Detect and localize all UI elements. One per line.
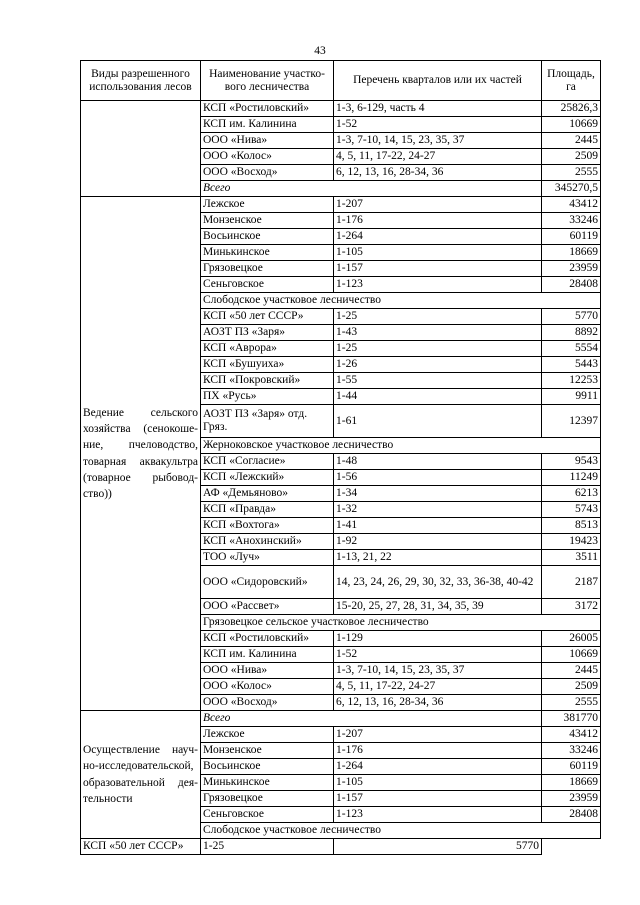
forestry-name-cell: КСП «Лежский» [201, 470, 334, 486]
forestry-name-cell: Монзенское [201, 743, 334, 759]
area-cell: 345270,5 [542, 181, 601, 197]
forestry-name-cell: КСП «Вохтога» [201, 518, 334, 534]
area-cell: 3172 [542, 599, 601, 615]
forestry-name-cell: КСП «Покровский» [201, 373, 334, 389]
header-use-type: Виды разрешенного использования лесов [81, 61, 201, 101]
quarters-cell: 1-34 [334, 486, 542, 502]
quarters-cell: 6, 12, 13, 16, 28-34, 36 [334, 165, 542, 181]
quarters-cell: 1-26 [334, 357, 542, 373]
quarters-cell: 1-13, 21, 22 [334, 550, 542, 566]
area-cell: 12253 [542, 373, 601, 389]
area-cell: 2445 [542, 663, 601, 679]
area-cell: 5443 [542, 357, 601, 373]
quarters-cell: 15-20, 25, 27, 28, 31, 34, 35, 39 [334, 599, 542, 615]
quarters-cell: 1-3, 7-10, 14, 15, 23, 35, 37 [334, 133, 542, 149]
forestry-name-cell: Сеньговское [201, 277, 334, 293]
area-cell: 10669 [542, 647, 601, 663]
forestry-name-cell: АОЗТ ПЗ «Заря» [201, 325, 334, 341]
quarters-cell: 1-3, 6-129, часть 4 [334, 101, 542, 117]
quarters-cell: 1-52 [334, 117, 542, 133]
activity-cell-empty [81, 101, 201, 197]
area-cell: 2445 [542, 133, 601, 149]
activity-cell: Осуществление науч-но-исследовательской, образовательной дея-тельности [81, 711, 201, 839]
area-cell: 5770 [334, 839, 542, 855]
forestry-name-cell: ООО «Колос» [201, 149, 334, 165]
forestry-name-cell: КСП «Бушуиха» [201, 357, 334, 373]
quarters-cell: 1-123 [334, 277, 542, 293]
area-cell: 3511 [542, 550, 601, 566]
area-cell: 5770 [542, 309, 601, 325]
quarters-cell: 6, 12, 13, 16, 28-34, 36 [334, 695, 542, 711]
forestry-name-cell: КСП «Согласие» [201, 454, 334, 470]
area-cell: 2187 [542, 566, 601, 599]
area-cell: 2555 [542, 165, 601, 181]
area-cell: 12397 [542, 405, 601, 438]
area-cell: 60119 [542, 759, 601, 775]
quarters-cell: 1-52 [334, 647, 542, 663]
forestry-name-cell: ООО «Восход» [201, 165, 334, 181]
quarters-cell: 1-176 [334, 743, 542, 759]
quarters-cell: 1-41 [334, 518, 542, 534]
area-cell: 6213 [542, 486, 601, 502]
quarters-cell: 1-207 [334, 197, 542, 213]
area-cell: 25826,3 [542, 101, 601, 117]
quarters-cell: 1-61 [334, 405, 542, 438]
section-title: Слободское участковое лесничество [201, 823, 601, 839]
page-number: 43 [314, 45, 326, 57]
forestry-name-cell: АОЗТ ПЗ «Заря» отд. Гряз. [201, 405, 334, 438]
quarters-cell: 1-157 [334, 791, 542, 807]
quarters-cell: 1-105 [334, 775, 542, 791]
forestry-name-cell: Грязовецкое [201, 261, 334, 277]
quarters-cell: 14, 23, 24, 26, 29, 30, 32, 33, 36-38, 40-42 [334, 566, 542, 599]
quarters-cell: 1-176 [334, 213, 542, 229]
quarters-cell: 1-105 [334, 245, 542, 261]
forestry-name-cell: ООО «Восход» [201, 695, 334, 711]
activity-cell: Ведение сельского хозяйства (сенокоше-ние, пчеловодство, товарная аквакультра (товарное рыбовод-ство)) [81, 197, 201, 711]
area-cell: 23959 [542, 791, 601, 807]
forestry-name-cell: ПХ «Русь» [201, 389, 334, 405]
table-header-row [81, 61, 601, 101]
forestry-name-cell: Грязовецкое [201, 791, 334, 807]
quarters-cell: 1-264 [334, 759, 542, 775]
forestry-name-cell: Минькинское [201, 775, 334, 791]
quarters-cell: 1-48 [334, 454, 542, 470]
quarters-cell: 1-129 [334, 631, 542, 647]
forestry-name-cell: ООО «Нива» [201, 133, 334, 149]
forest-use-table [80, 60, 601, 855]
quarters-cell: 1-55 [334, 373, 542, 389]
area-cell: 5554 [542, 341, 601, 357]
area-cell: 381770 [542, 711, 601, 727]
forestry-name-cell: ООО «Колос» [201, 679, 334, 695]
quarters-cell: 1-157 [334, 261, 542, 277]
forestry-name-cell: Минькинское [201, 245, 334, 261]
area-cell: 43412 [542, 727, 601, 743]
quarters-cell: 1-32 [334, 502, 542, 518]
area-cell: 26005 [542, 631, 601, 647]
area-cell: 2509 [542, 149, 601, 165]
area-cell: 8513 [542, 518, 601, 534]
forestry-name-cell: КСП «Ростиловский» [201, 101, 334, 117]
quarters-cell: 1-207 [334, 727, 542, 743]
total-label: Всего [201, 711, 542, 727]
forestry-name-cell: КСП «Правда» [201, 502, 334, 518]
forestry-name-cell: КСП им. Калинина [201, 647, 334, 663]
area-cell: 28408 [542, 807, 601, 823]
forestry-name-cell: ООО «Рассвет» [201, 599, 334, 615]
section-title: Грязовецкое сельское участковое лесничество [201, 615, 601, 631]
table-body [81, 101, 601, 855]
quarters-cell: 1-25 [334, 309, 542, 325]
area-cell: 28408 [542, 277, 601, 293]
total-row [81, 711, 601, 727]
area-cell: 9543 [542, 454, 601, 470]
forestry-name-cell: КСП «50 лет СССР» [201, 309, 334, 325]
forestry-name-cell: КСП «Анохинский» [201, 534, 334, 550]
area-cell: 2555 [542, 695, 601, 711]
quarters-cell: 1-25 [201, 839, 334, 855]
forestry-name-cell: Восьинское [201, 229, 334, 245]
forestry-name-cell: Сеньговское [201, 807, 334, 823]
area-cell: 11249 [542, 470, 601, 486]
quarters-cell: 1-123 [334, 807, 542, 823]
area-cell: 2509 [542, 679, 601, 695]
section-title: Слободское участковое лесничество [201, 293, 601, 309]
area-cell: 18669 [542, 775, 601, 791]
area-cell: 33246 [542, 213, 601, 229]
forestry-name-cell: ТОО «Луч» [201, 550, 334, 566]
area-cell: 18669 [542, 245, 601, 261]
table-row [81, 839, 601, 855]
table-row [81, 101, 601, 117]
quarters-cell: 1-264 [334, 229, 542, 245]
area-cell: 19423 [542, 534, 601, 550]
forestry-name-cell: КСП «50 лет СССР» [81, 839, 201, 855]
area-cell: 9911 [542, 389, 601, 405]
forestry-name-cell: АФ «Демьяново» [201, 486, 334, 502]
forestry-name-cell: Лежское [201, 727, 334, 743]
area-cell: 43412 [542, 197, 601, 213]
header-area: Площадь, га [542, 61, 601, 101]
area-cell: 60119 [542, 229, 601, 245]
area-cell: 23959 [542, 261, 601, 277]
area-cell: 10669 [542, 117, 601, 133]
area-cell: 33246 [542, 743, 601, 759]
section-title: Жерноковское участковое лесничество [201, 438, 601, 454]
forestry-name-cell: Лежское [201, 197, 334, 213]
quarters-cell: 1-3, 7-10, 14, 15, 23, 35, 37 [334, 663, 542, 679]
forestry-name-cell: ООО «Сидоровский» [201, 566, 334, 599]
quarters-cell: 4, 5, 11, 17-22, 24-27 [334, 679, 542, 695]
quarters-cell: 1-43 [334, 325, 542, 341]
quarters-cell: 4, 5, 11, 17-22, 24-27 [334, 149, 542, 165]
header-quarters: Перечень кварталов или их частей [334, 61, 542, 101]
quarters-cell: 1-92 [334, 534, 542, 550]
forestry-name-cell: КСП «Аврора» [201, 341, 334, 357]
forestry-name-cell: ООО «Нива» [201, 663, 334, 679]
quarters-cell: 1-44 [334, 389, 542, 405]
header-forestry-name: Наименование участко-вого лесничества [201, 61, 334, 101]
forestry-name-cell: КСП им. Калинина [201, 117, 334, 133]
area-cell: 8892 [542, 325, 601, 341]
forestry-name-cell: Монзенское [201, 213, 334, 229]
quarters-cell: 1-56 [334, 470, 542, 486]
forestry-name-cell: Восьинское [201, 759, 334, 775]
total-label: Всего [201, 181, 542, 197]
table-row [81, 197, 601, 213]
quarters-cell: 1-25 [334, 341, 542, 357]
forestry-name-cell: КСП «Ростиловский» [201, 631, 334, 647]
area-cell: 5743 [542, 502, 601, 518]
